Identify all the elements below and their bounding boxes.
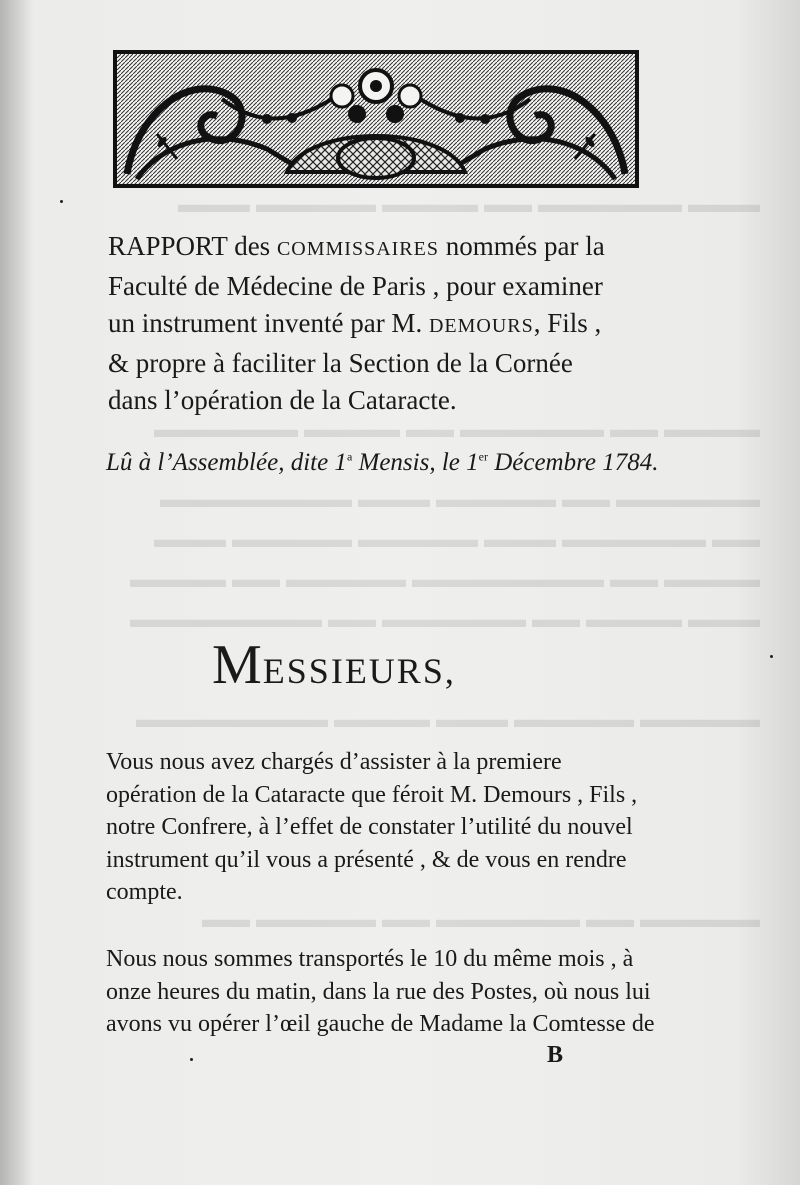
title-line: dans l’opération de la Cataracte. xyxy=(108,385,457,415)
title-demours: DEMOURS xyxy=(428,315,534,337)
show-through-texture: ▬▬▬ ▬▬▬▬▬▬ ▬▬ ▬▬▬▬ ▬▬▬▬▬ ▬▬▬ xyxy=(178,192,760,218)
title-line: & propre à faciliter la Section de la Cornée xyxy=(108,348,573,378)
paper-speck xyxy=(60,200,63,203)
title-line xyxy=(108,228,653,268)
spine-shadow xyxy=(0,0,34,1185)
salutation-initial: M xyxy=(212,634,263,696)
paragraph-line: Vous nous avez chargés d’assister à la premiere xyxy=(106,749,562,775)
paper-speck xyxy=(190,1058,193,1061)
paragraph-1 xyxy=(106,746,654,909)
title-text: nommés par la xyxy=(438,231,605,261)
paragraph-2 xyxy=(106,943,654,1041)
report-title xyxy=(108,228,653,419)
meeting-text: Lû à l’Assemblée, dite 1 xyxy=(106,449,347,476)
title-line xyxy=(108,305,653,345)
meeting-line xyxy=(106,449,666,477)
salutation xyxy=(212,635,456,701)
salutation-rest: ESSIEURS, xyxy=(262,651,456,691)
meeting-superscript: er xyxy=(478,449,488,464)
show-through-texture: ▬▬▬▬ ▬▬ ▬▬▬▬▬▬▬▬ ▬▬▬▬▬ ▬▬ ▬▬▬▬ xyxy=(130,567,760,593)
meeting-text: Décembre 1784. xyxy=(487,449,659,476)
paragraph-line: avons vu opérer l’œil gauche de Madame la Comtesse de xyxy=(106,1011,655,1037)
paper-speck xyxy=(770,655,773,658)
show-through-texture: ▬▬▬▬▬ ▬▬▬▬▬ ▬▬▬ ▬▬▬▬ ▬▬▬▬▬▬▬▬ xyxy=(136,707,760,733)
paragraph-line: Nous nous sommes transportés le 10 du même mois , à xyxy=(106,946,634,972)
meeting-superscript: a xyxy=(346,449,353,464)
catchword: B xyxy=(547,1042,564,1068)
paragraph-line: compte. xyxy=(106,879,183,905)
paragraph-line: opération de la Cataracte que féroit M. Demours , Fils , xyxy=(106,781,638,808)
paragraph-line: onze heures du matin, dans la rue des Postes, où nous lui xyxy=(106,978,651,1005)
floral-ornament-icon xyxy=(117,54,635,184)
paragraph-line: notre Confrere, à l’effet de constater l’utilité du nouvel xyxy=(106,814,633,840)
title-line: Faculté de Médecine de Paris , pour examiner xyxy=(108,271,603,301)
show-through-texture: ▬▬▬ ▬▬▬▬ ▬▬ ▬▬▬▬▬▬ ▬▬ ▬▬▬▬▬▬▬▬ xyxy=(130,607,760,633)
decorative-headpiece xyxy=(113,50,639,188)
title-text: des xyxy=(227,231,277,261)
paragraph-line: instrument qu’il vous a présenté , & de vous en rendre xyxy=(106,846,627,873)
show-through-texture: ▬▬▬▬▬▬ ▬▬ ▬▬▬▬▬ ▬▬▬ ▬▬▬▬▬▬▬▬ xyxy=(160,487,760,513)
show-through-texture: ▬▬▬▬▬ ▬▬ ▬▬▬▬▬▬ ▬▬ ▬▬▬▬▬ ▬▬ xyxy=(202,907,760,933)
title-text: un instrument inventé par M. xyxy=(108,308,429,338)
title-text: , Fils , xyxy=(533,308,602,338)
show-through-texture: ▬▬▬▬ ▬▬ ▬▬▬▬▬▬ ▬▬ ▬▬▬▬ ▬▬▬▬▬▬ xyxy=(154,417,760,443)
title-commissaires: COMMISSAIRES xyxy=(276,238,439,260)
title-rapport: RAPPORT xyxy=(108,231,228,261)
show-through-texture: ▬▬ ▬▬▬▬▬▬ ▬▬▬ ▬▬▬▬▬ ▬▬▬▬▬ ▬▬▬ xyxy=(154,527,760,553)
meeting-text: Mensis, le 1 xyxy=(352,449,479,476)
